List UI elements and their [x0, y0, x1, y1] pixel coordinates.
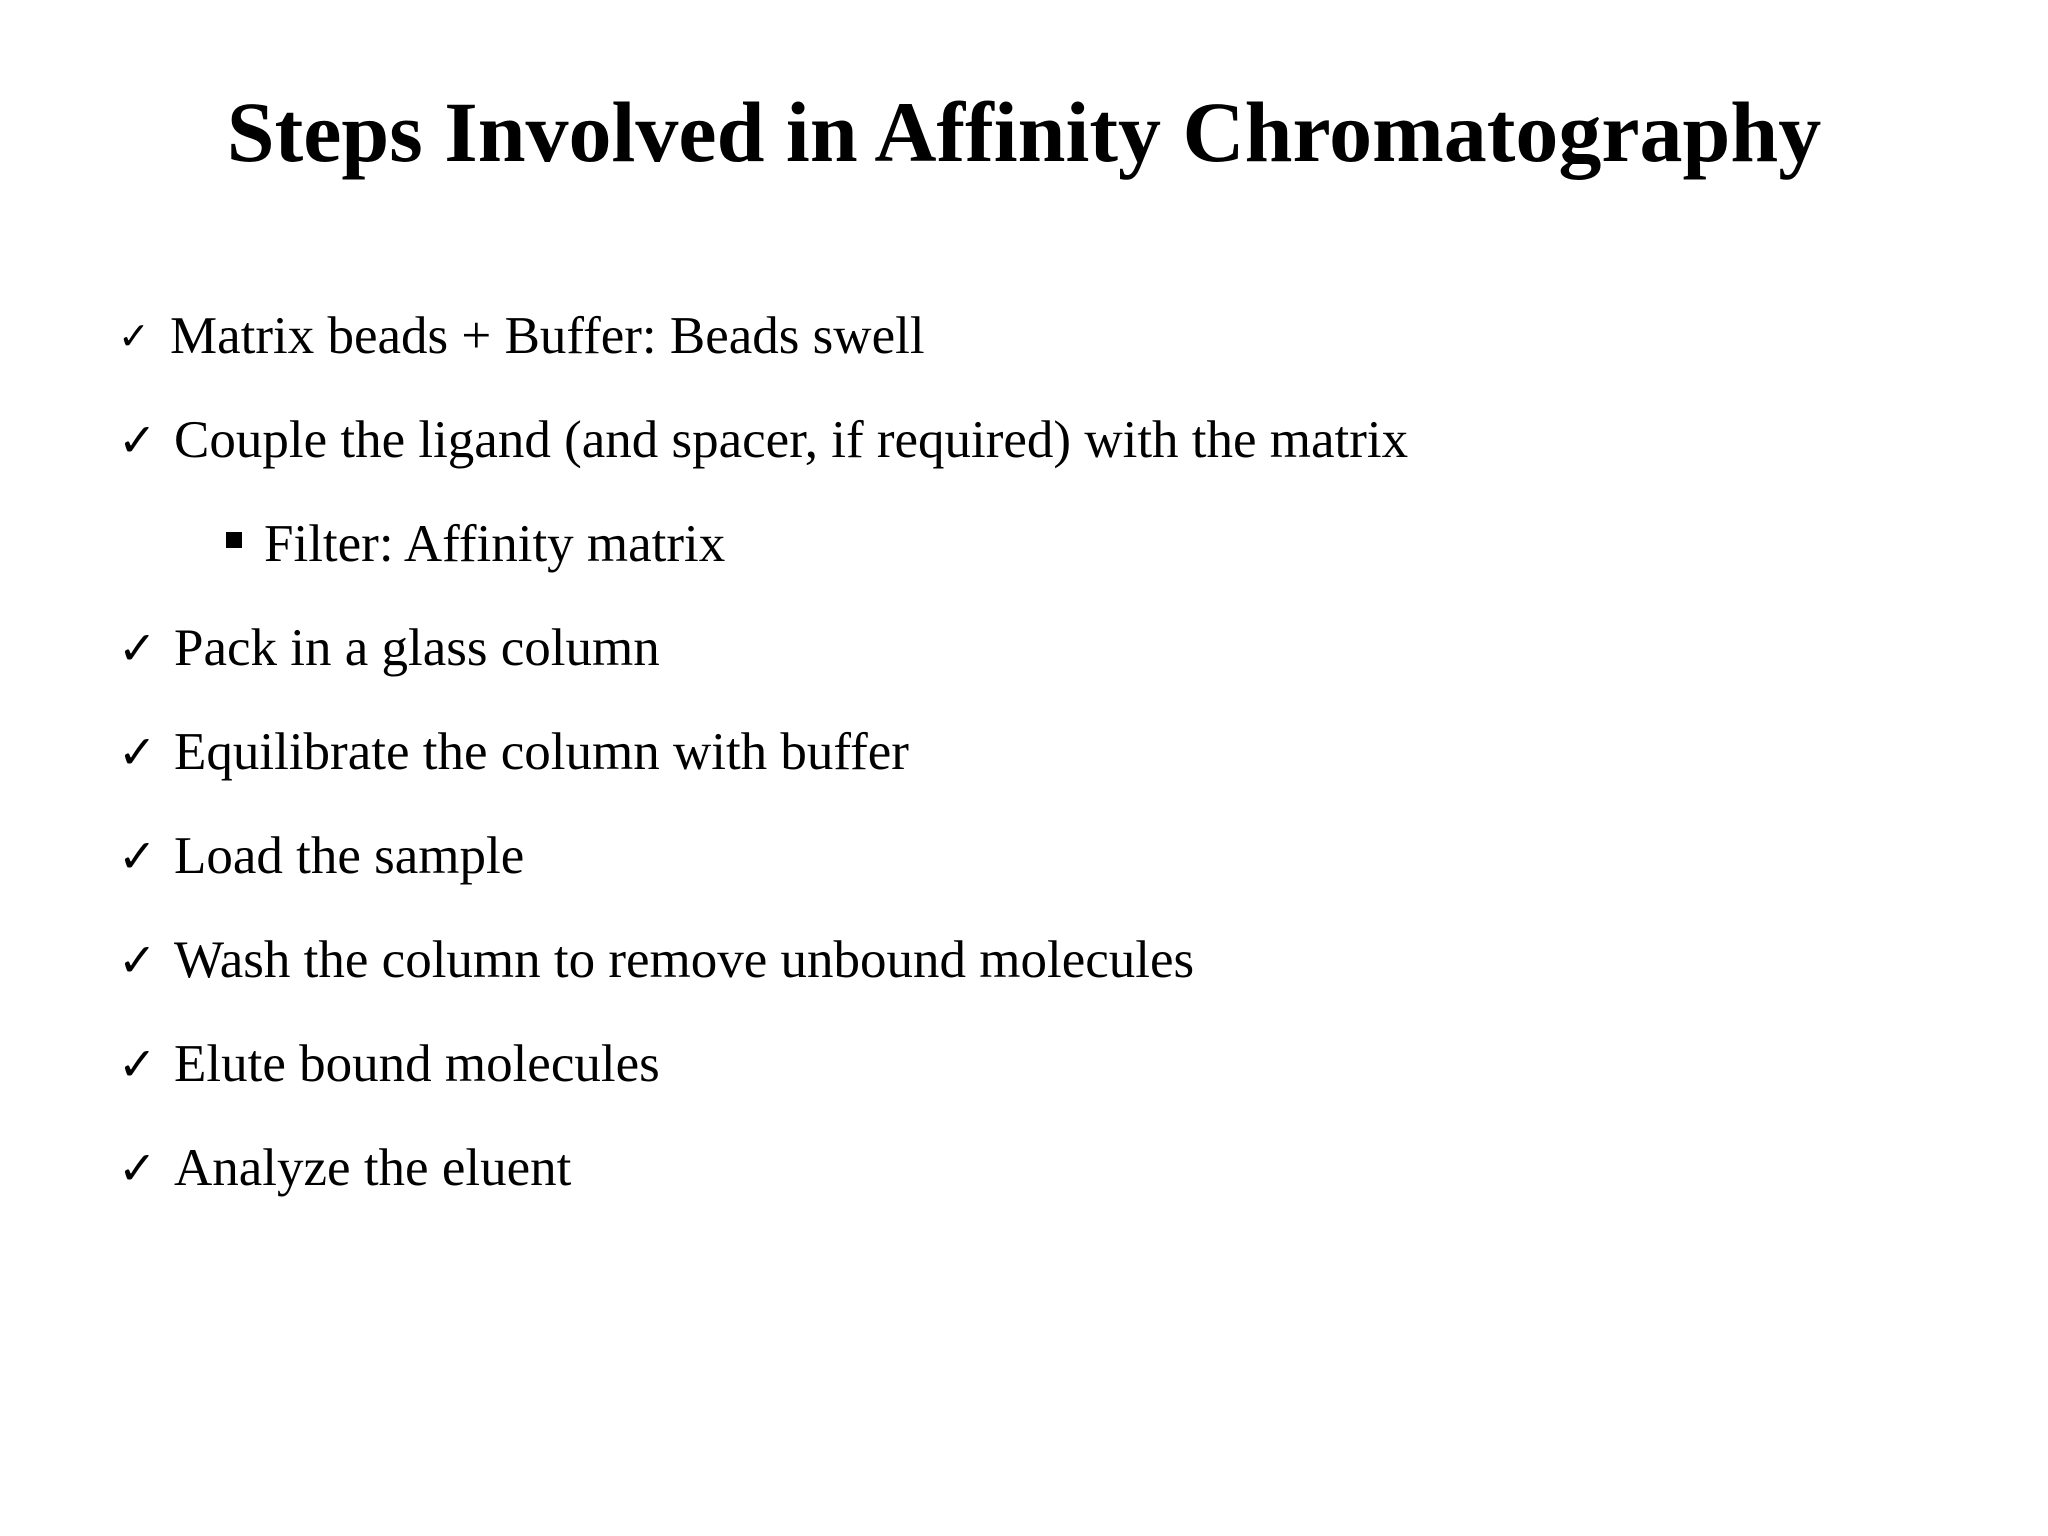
checkmark-icon: ✓	[118, 829, 157, 883]
checkmark-icon: ✓	[118, 314, 150, 358]
step-item	[118, 1012, 1998, 1116]
step-text: Couple the ligand (and spacer, if required) with the matrix	[174, 411, 1409, 469]
step-item	[118, 388, 1998, 492]
square-bullet-icon	[226, 532, 242, 548]
sub-step-text: Filter: Affinity matrix	[264, 515, 726, 573]
checkmark-icon: ✓	[118, 933, 157, 987]
step-text: Analyze the eluent	[174, 1139, 572, 1197]
step-text: Equilibrate the column with buffer	[174, 723, 909, 781]
step-item	[118, 596, 1998, 700]
steps-list	[118, 284, 1998, 1220]
checkmark-icon: ✓	[118, 621, 157, 675]
slide-title: Steps Involved in Affinity Chromatography	[226, 84, 1822, 180]
step-text: Pack in a glass column	[174, 619, 660, 677]
step-item	[118, 284, 1998, 388]
step-text: Load the sample	[174, 827, 525, 885]
sub-step-item	[118, 492, 1998, 596]
step-text: Wash the column to remove unbound molecules	[174, 931, 1195, 989]
step-text: Matrix beads + Buffer: Beads swell	[170, 307, 925, 365]
checkmark-icon: ✓	[118, 725, 157, 779]
step-item	[118, 700, 1998, 804]
checkmark-icon: ✓	[118, 413, 157, 467]
checkmark-icon: ✓	[118, 1141, 157, 1195]
checkmark-icon: ✓	[118, 1037, 157, 1091]
step-item	[118, 804, 1998, 908]
step-text: Elute bound molecules	[174, 1035, 660, 1093]
step-item	[118, 1116, 1998, 1220]
step-item	[118, 908, 1998, 1012]
